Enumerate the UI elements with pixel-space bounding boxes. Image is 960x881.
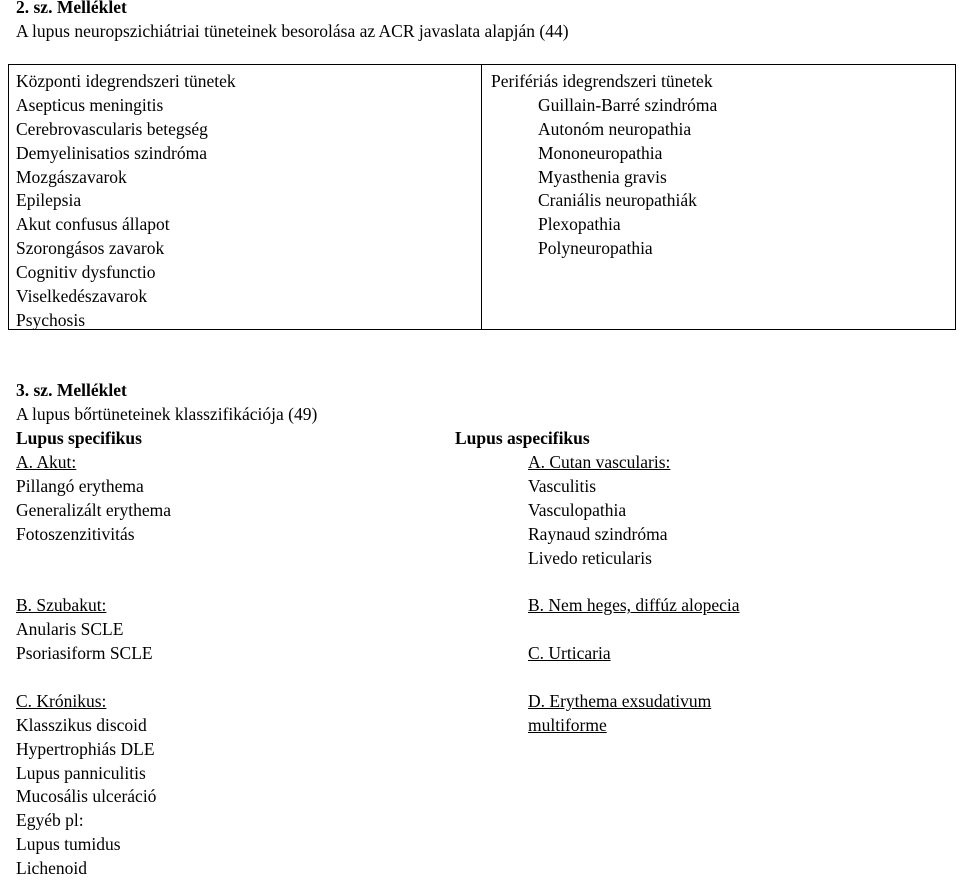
group-label: A. Cutan vascularis: (528, 452, 671, 472)
list-item: Akut confusus állapot (16, 214, 170, 235)
neuropsychiatric-table (8, 64, 956, 330)
list-item: Mononeuropathia (538, 142, 663, 163)
list-item: Psoriasiform SCLE (16, 643, 153, 664)
list-item: Guillain-Barré szindróma (538, 94, 718, 115)
spacer (16, 570, 171, 594)
group-label-continuation: multiforme (528, 714, 607, 735)
list-item: Myasthenia gravis (538, 166, 667, 187)
peripheral-heading: Perifériás idegrendszeri tünetek (491, 71, 713, 91)
list-item: Klasszikus discoid (16, 714, 147, 735)
list-item: Epilepsia (16, 190, 82, 211)
list-item: Lichenoid (16, 858, 87, 879)
list-item: Generalizált erythema (16, 499, 171, 520)
list-item: Cognitiv dysfunctio (16, 262, 156, 283)
list-item: Cerebrovascularis betegség (16, 118, 208, 139)
table-column-divider (481, 65, 482, 329)
spacer (528, 666, 740, 690)
spacer (16, 546, 171, 570)
annex3-title: A lupus bőrtüneteinek klasszifikációja (49) (16, 404, 318, 424)
list-item: Pillangó erythema (16, 475, 144, 496)
group-label: D. Erythema exsudativum (528, 690, 712, 711)
list-item: Mucosális ulceráció (16, 786, 157, 807)
lupus-aspecific-heading: Lupus aspecifikus (455, 428, 590, 448)
list-item: Lupus tumidus (16, 834, 121, 855)
annex3-number: 3. sz. Melléklet (16, 380, 127, 400)
list-item: Asepticus meningitis (16, 94, 164, 115)
annex2-number: 2. sz. Melléklet (16, 0, 127, 17)
list-item: Fotoszenzitivitás (16, 523, 135, 544)
group-label: B. Szubakut: (16, 595, 107, 616)
lupus-specific-section (16, 427, 171, 881)
lupus-specific-heading: Lupus specifikus (16, 428, 142, 448)
lupus-aspecific-section (528, 451, 740, 738)
list-item: Plexopathia (538, 214, 621, 235)
list-item: Raynaud szindróma (528, 523, 668, 544)
list-item: Vasculitis (528, 475, 597, 496)
list-item: Mozgászavarok (16, 166, 127, 187)
spacer (16, 666, 171, 690)
spacer (528, 618, 740, 642)
central-heading: Központi idegrendszeri tünetek (16, 71, 236, 91)
peripheral-heading-wrap (491, 70, 713, 94)
list-item: Lupus panniculitis (16, 762, 146, 783)
list-item: Hypertrophiás DLE (16, 738, 155, 759)
list-item: Anularis SCLE (16, 619, 124, 640)
group-label: C. Krónikus: (16, 690, 107, 711)
list-item: Szorongásos zavarok (16, 238, 165, 259)
central-nervous-column (16, 70, 236, 333)
list-item: Polyneuropathia (538, 238, 653, 259)
list-item: Psychosis (16, 309, 86, 330)
group-label: B. Nem heges, diffúz alopecia (528, 595, 740, 616)
list-item: Autonóm neuropathia (538, 118, 692, 139)
list-item: Livedo reticularis (528, 547, 652, 568)
list-item: Vasculopathia (528, 499, 627, 520)
list-item: Demyelinisatios szindróma (16, 142, 208, 163)
spacer (528, 570, 740, 594)
group-label: C. Urticaria (528, 643, 611, 664)
list-item: Viselkedészavarok (16, 286, 148, 307)
list-item: Craniális neuropathiák (538, 190, 697, 211)
group-label: A. Akut: (16, 451, 77, 472)
annex2-title: A lupus neuropszichiátriai tüneteinek besorolása az ACR javaslata alapján (44) (16, 21, 569, 41)
peripheral-nervous-column (538, 94, 717, 261)
list-item: Egyéb pl: (16, 810, 84, 831)
